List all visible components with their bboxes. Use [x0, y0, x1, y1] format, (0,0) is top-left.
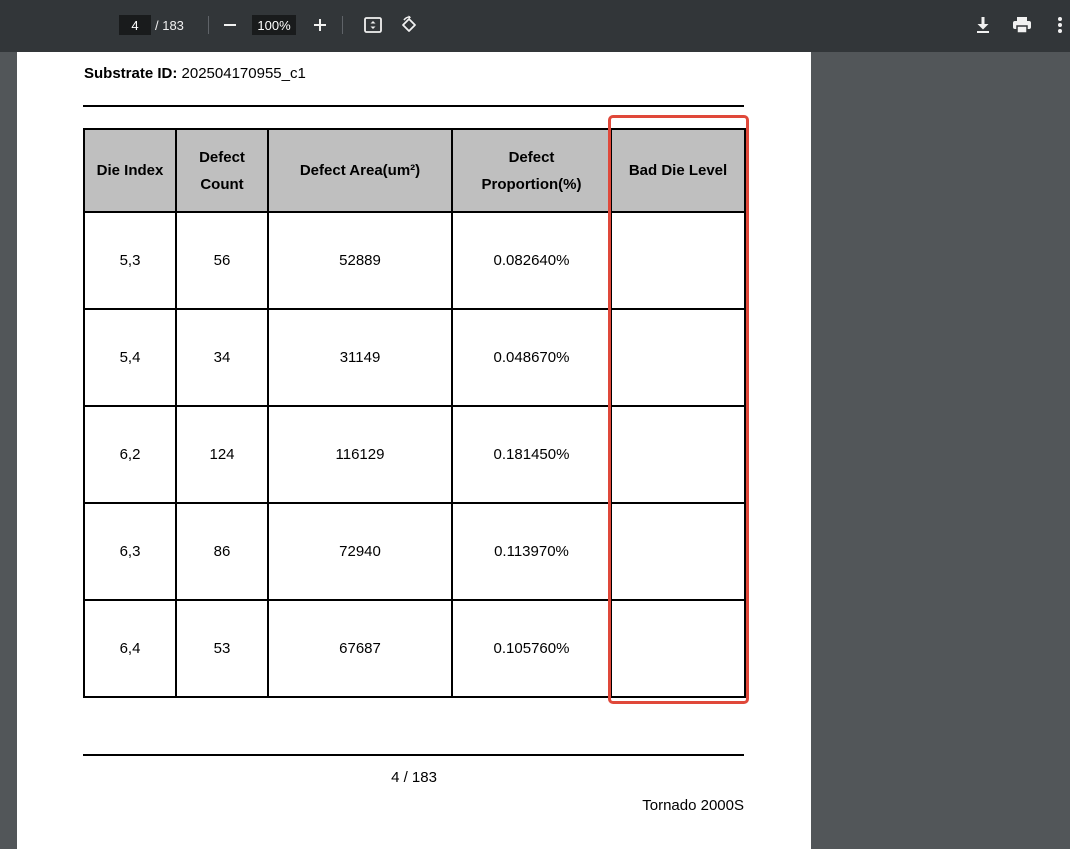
pdf-page	[17, 52, 811, 849]
cell-defect-count: 124	[176, 406, 268, 503]
cell-defect-count: 86	[176, 503, 268, 600]
cell-defect-area: 31149	[268, 309, 452, 406]
pdf-toolbar	[0, 0, 1070, 52]
rotate-icon	[399, 15, 419, 35]
cell-defect-count: 53	[176, 600, 268, 697]
header-die-index: Die Index	[84, 129, 176, 212]
cell-die-index: 6,3	[84, 503, 176, 600]
download-button[interactable]	[970, 12, 996, 38]
fit-page-icon	[363, 15, 383, 35]
footer-rule	[83, 754, 744, 756]
toolbar-divider	[342, 16, 343, 34]
header-bad-die-level: Bad Die Level	[611, 129, 745, 212]
page-total-label: / 183	[155, 17, 184, 33]
header-defect-area: Defect Area(um²)	[268, 129, 452, 212]
download-icon	[975, 16, 991, 34]
cell-die-index: 5,3	[84, 212, 176, 309]
zoom-level-input[interactable]: 100%	[252, 15, 296, 35]
minus-icon	[223, 18, 237, 32]
cell-defect-proportion: 0.181450%	[452, 406, 611, 503]
more-options-button[interactable]	[1050, 12, 1070, 38]
zoom-in-button[interactable]	[309, 13, 331, 37]
cell-defect-proportion: 0.105760%	[452, 600, 611, 697]
print-button[interactable]	[1008, 12, 1036, 38]
cell-defect-area: 67687	[268, 600, 452, 697]
cell-defect-proportion: 0.082640%	[452, 212, 611, 309]
zoom-out-button[interactable]	[219, 13, 241, 37]
cell-defect-count: 34	[176, 309, 268, 406]
toolbar-divider	[208, 16, 209, 34]
cell-die-index: 6,2	[84, 406, 176, 503]
bad-die-level-highlight-box	[608, 115, 749, 704]
header-defect-proportion: Defect Proportion(%)	[452, 129, 611, 212]
cell-die-index: 6,4	[84, 600, 176, 697]
cell-defect-count: 56	[176, 212, 268, 309]
plus-icon	[313, 18, 327, 32]
footer-page-number: 4 / 183	[391, 769, 437, 786]
footer-brand: Tornado 2000S	[642, 797, 744, 814]
cell-defect-proportion: 0.113970%	[452, 503, 611, 600]
fit-to-page-button[interactable]	[360, 12, 386, 38]
header-rule	[83, 105, 744, 107]
substrate-id-line	[84, 65, 306, 82]
cell-defect-area: 116129	[268, 406, 452, 503]
print-icon	[1012, 16, 1032, 34]
cell-defect-area: 72940	[268, 503, 452, 600]
rotate-button[interactable]	[396, 12, 422, 38]
substrate-id-label: Substrate ID:	[84, 65, 178, 82]
more-options-icon	[1057, 16, 1063, 34]
substrate-id-value: 202504170955_c1	[181, 65, 306, 82]
header-defect-count: Defect Count	[176, 129, 268, 212]
page-number-input[interactable]: 4	[119, 15, 151, 35]
viewer-gutter	[0, 52, 17, 849]
cell-die-index: 5,4	[84, 309, 176, 406]
cell-defect-proportion: 0.048670%	[452, 309, 611, 406]
cell-defect-area: 52889	[268, 212, 452, 309]
